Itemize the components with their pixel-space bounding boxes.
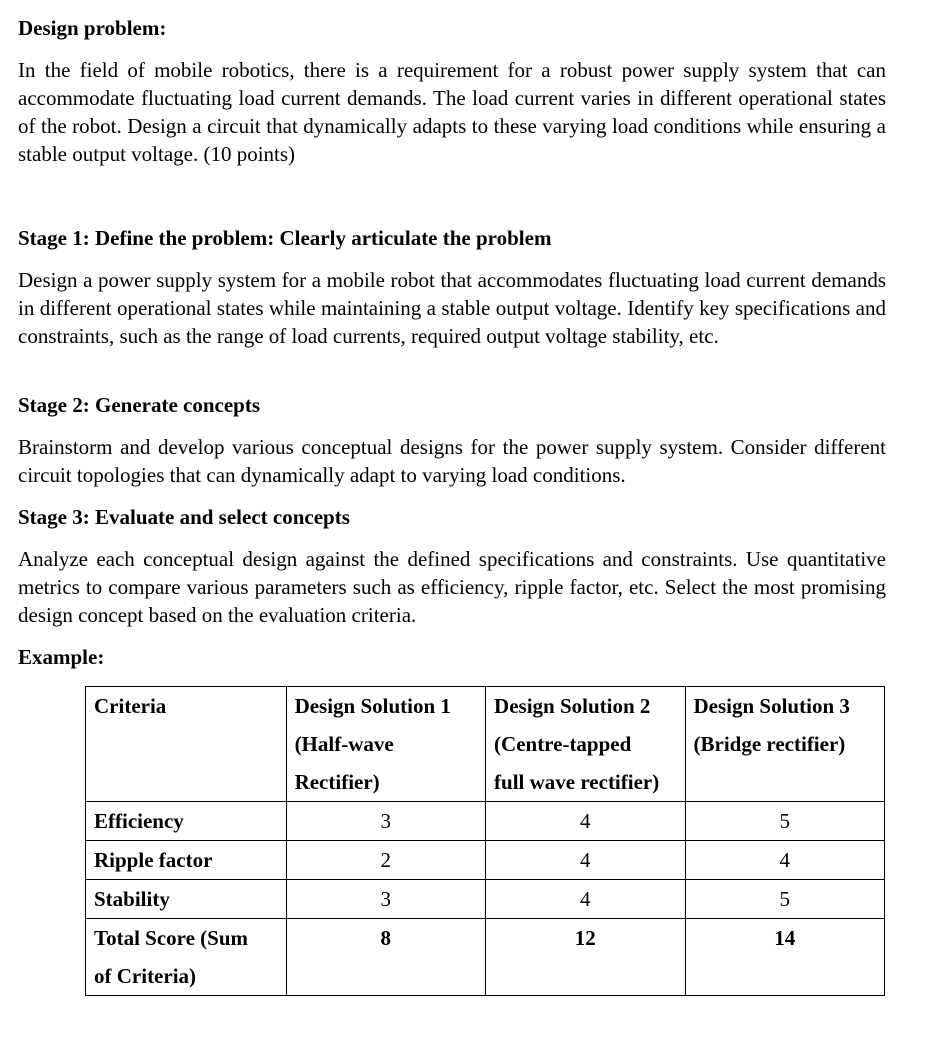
solution2-header: Design Solution 2 (Centre-tapped full wave rectifier) <box>486 687 685 802</box>
cell-value: 2 <box>286 841 485 880</box>
table-row <box>86 880 885 919</box>
row-label: Stability <box>86 880 287 919</box>
total-value: 12 <box>486 919 685 996</box>
cell-value: 4 <box>685 841 885 880</box>
cell-value: 3 <box>286 880 485 919</box>
design-problem-text: In the field of mobile robotics, there is a requirement for a robust power supply system that can accommodate fluctuating load current demands. The load current varies in different operational states of the robot. Design a circuit that dynamically adapts to these varying load conditions while ensuring a stable output voltage. (10 points) <box>18 58 886 166</box>
cell-value: 3 <box>286 802 485 841</box>
solution1-header: Design Solution 1 (Half-wave Rectifier) <box>286 687 485 802</box>
cell-value: 4 <box>486 802 685 841</box>
example-heading: Example: <box>18 645 105 669</box>
stage1-text: Design a power supply system for a mobile robot that accommodates fluctuating load current demands in different operational states while maintaining a stable output voltage. Identify key specifications and constraints, such as the range of load currents, required output voltage stability, etc. <box>18 268 886 348</box>
solution3-header: Design Solution 3 (Bridge rectifier) <box>685 687 885 802</box>
evaluation-table <box>85 686 885 996</box>
table-header-row <box>86 687 885 802</box>
total-value: 14 <box>685 919 885 996</box>
stage2-heading: Stage 2: Generate concepts <box>18 393 261 417</box>
design-problem-heading: Design problem: <box>18 16 167 40</box>
cell-value: 5 <box>685 880 885 919</box>
row-label: Efficiency <box>86 802 287 841</box>
stage3-heading: Stage 3: Evaluate and select concepts <box>18 505 350 529</box>
cell-value: 4 <box>486 841 685 880</box>
total-label: Total Score (Sum of Criteria) <box>86 919 287 996</box>
stage1-heading: Stage 1: Define the problem: Clearly articulate the problem <box>18 226 552 250</box>
stage3-text: Analyze each conceptual design against the defined specifications and constraints. Use quantitative metrics to compare various parameters such as efficiency, ripple factor, etc. Select the most promising design concept based on the evaluation criteria. <box>18 547 886 627</box>
cell-value: 4 <box>486 880 685 919</box>
table-row <box>86 802 885 841</box>
total-row <box>86 919 885 996</box>
cell-value: 5 <box>685 802 885 841</box>
total-value: 8 <box>286 919 485 996</box>
table-row <box>86 841 885 880</box>
row-label: Ripple factor <box>86 841 287 880</box>
stage2-text: Brainstorm and develop various conceptual designs for the power supply system. Consider different circuit topologies that can dynamically adapt to varying load conditions. <box>18 435 886 487</box>
criteria-header: Criteria <box>86 687 287 802</box>
